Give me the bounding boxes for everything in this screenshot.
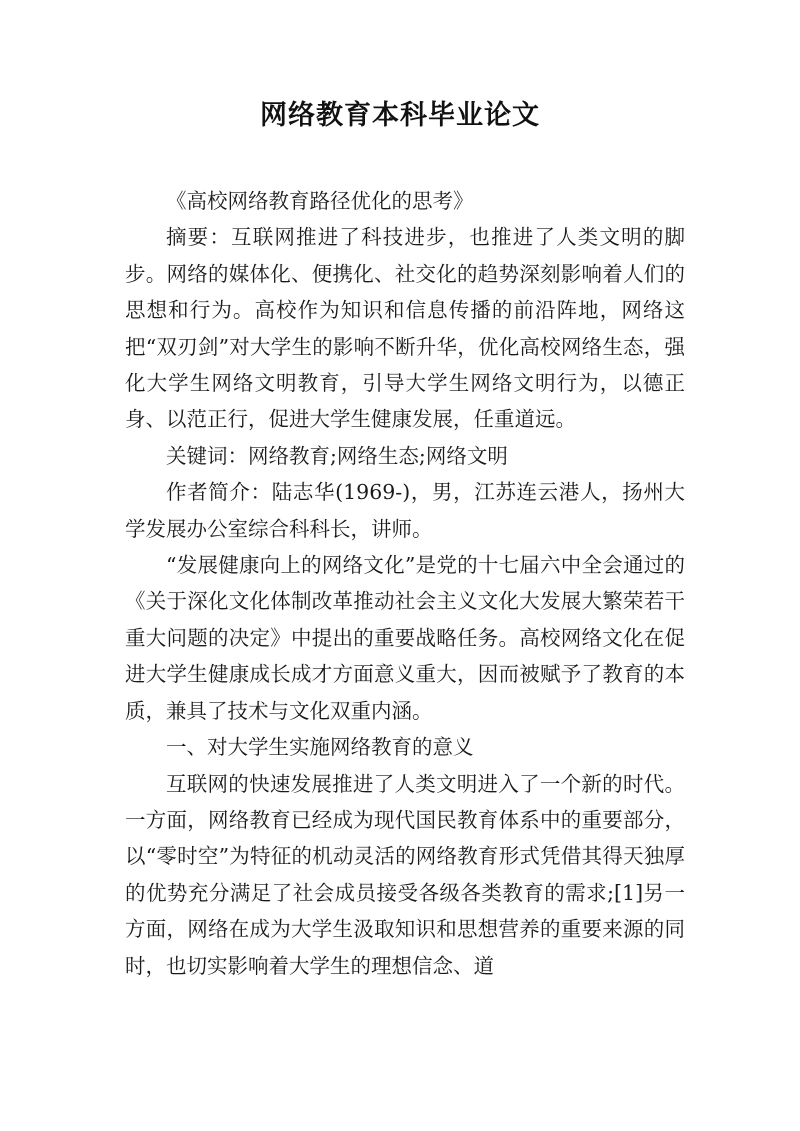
paper-title-paragraph: 《高校网络教育路径优化的思考》 <box>166 189 474 213</box>
document-body <box>125 183 685 984</box>
keywords-paragraph: 关键词：网络教育;网络生态;网络文明 <box>166 443 508 468</box>
section-paragraph: 互联网的快速发展推进了人类文明进入了一个新的时代。一方面，网络教育已经成为现代国民教育体系中的重要部分，以“零时空”为特征的机动灵活的网络教育形式凭借其得天独厚的优势充分满足了社会成员接受各级各类教育的需求;[1]另一方面，网络在成为大学生汲取知识和思想营养的重要来源的同时，也切实影响着大学生的理想信念、道 <box>125 771 685 978</box>
intro-paragraph: “发展健康向上的网络文化”是党的十七届六中全会通过的《关于深化文化体制改革推动社会主义文化大发展大繁荣若干重大问题的决定》中提出的重要战略任务。高校网络文化在促进大学生健康成长成才方面意义重大，因而被赋予了教育的本质，兼具了技术与文化双重内涵。 <box>125 553 685 723</box>
author-bio-paragraph: 作者简介：陆志华(1969-)，男，江苏连云港人，扬州大学发展办公室综合科科长，讲师。 <box>125 480 685 541</box>
document-title: 网络教育本科毕业论文 <box>260 100 540 131</box>
abstract-paragraph: 摘要：互联网推进了科技进步，也推进了人类文明的脚步。网络的媒体化、便携化、社交化的趋势深刻影响着人们的思想和行为。高校作为知识和信息传播的前沿阵地，网络这把“双刃剑”对大学生的影响不断升华，优化高校网络生态，强化大学生网络文明教育，引导大学生网络文明行为，以德正身、以范正行，促进大学生健康发展，任重道远。 <box>125 225 685 432</box>
section-heading: 一、对大学生实施网络教育的意义 <box>166 735 474 760</box>
